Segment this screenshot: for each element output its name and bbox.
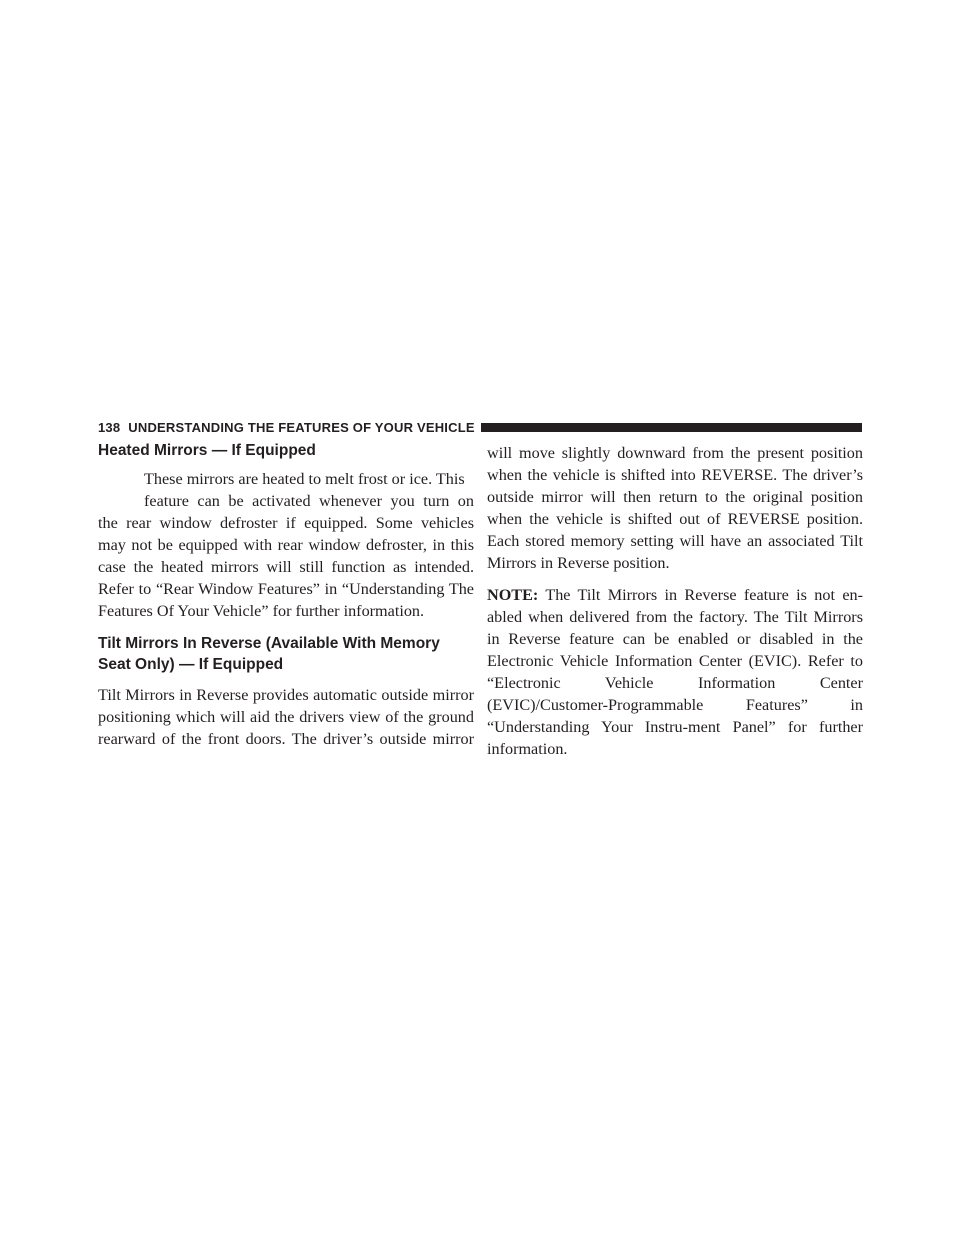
heading-heated-mirrors: Heated Mirrors — If Equipped [98,442,316,459]
heated-line-1: These mirrors are heated to melt frost or ice. This [144,470,465,488]
header-text [98,420,475,435]
heated-rest: the rear window defroster if equipped. Some vehicles may not be equipped with rear window defroster, in this case the heated mirrors will still function as intended. Refer to “Rear Window Features” in “Understanding The Features Of Your Vehicle” for further information. [98,514,474,620]
page-number: 138 [98,419,121,435]
note-paragraph [487,584,863,760]
heated-line-2: feature can be activated whenever you turn on [144,492,474,510]
page-header [98,417,862,437]
left-column [98,440,474,750]
heading-tilt-line-2: Seat Only) — If Equipped [98,656,284,673]
note-label: NOTE: [487,586,539,604]
header-rule [481,423,862,432]
heading-tilt-line-1: Tilt Mirrors In Reverse (Available With Memory [98,635,440,652]
heading-tilt-mirrors [98,633,474,675]
right-column [487,442,863,760]
section-title: UNDERSTANDING THE FEATURES OF YOUR VEHICLE [128,419,475,435]
tilt-continued-paragraph: will move slightly downward from the present position when the vehicle is shifted into REVERSE. The driver’s outside mirror will then return to the original position when the vehicle is shifted out of REVERSE position. Each stored memory setting will have an associated Tilt Mirrors in Reverse position. [487,444,863,572]
note-text: The Tilt Mirrors in Reverse feature is not en-abled when delivered from the factory. The Tilt Mirrors in Reverse feature can be enabled or disabled in the Electronic Vehicle Information Center (EVIC). Refer to “Electronic Vehicle Information Center (EVIC)/Customer-Programmable Features” in “Understanding Your Instru-ment Panel” for further information. [487,586,863,758]
heated-mirrors-paragraph [98,468,474,622]
tilt-mirrors-paragraph: Tilt Mirrors in Reverse provides automatic outside mirror positioning which will aid the drivers view of the ground rearward of the front doors. The driver’s outside mirror [98,686,474,748]
